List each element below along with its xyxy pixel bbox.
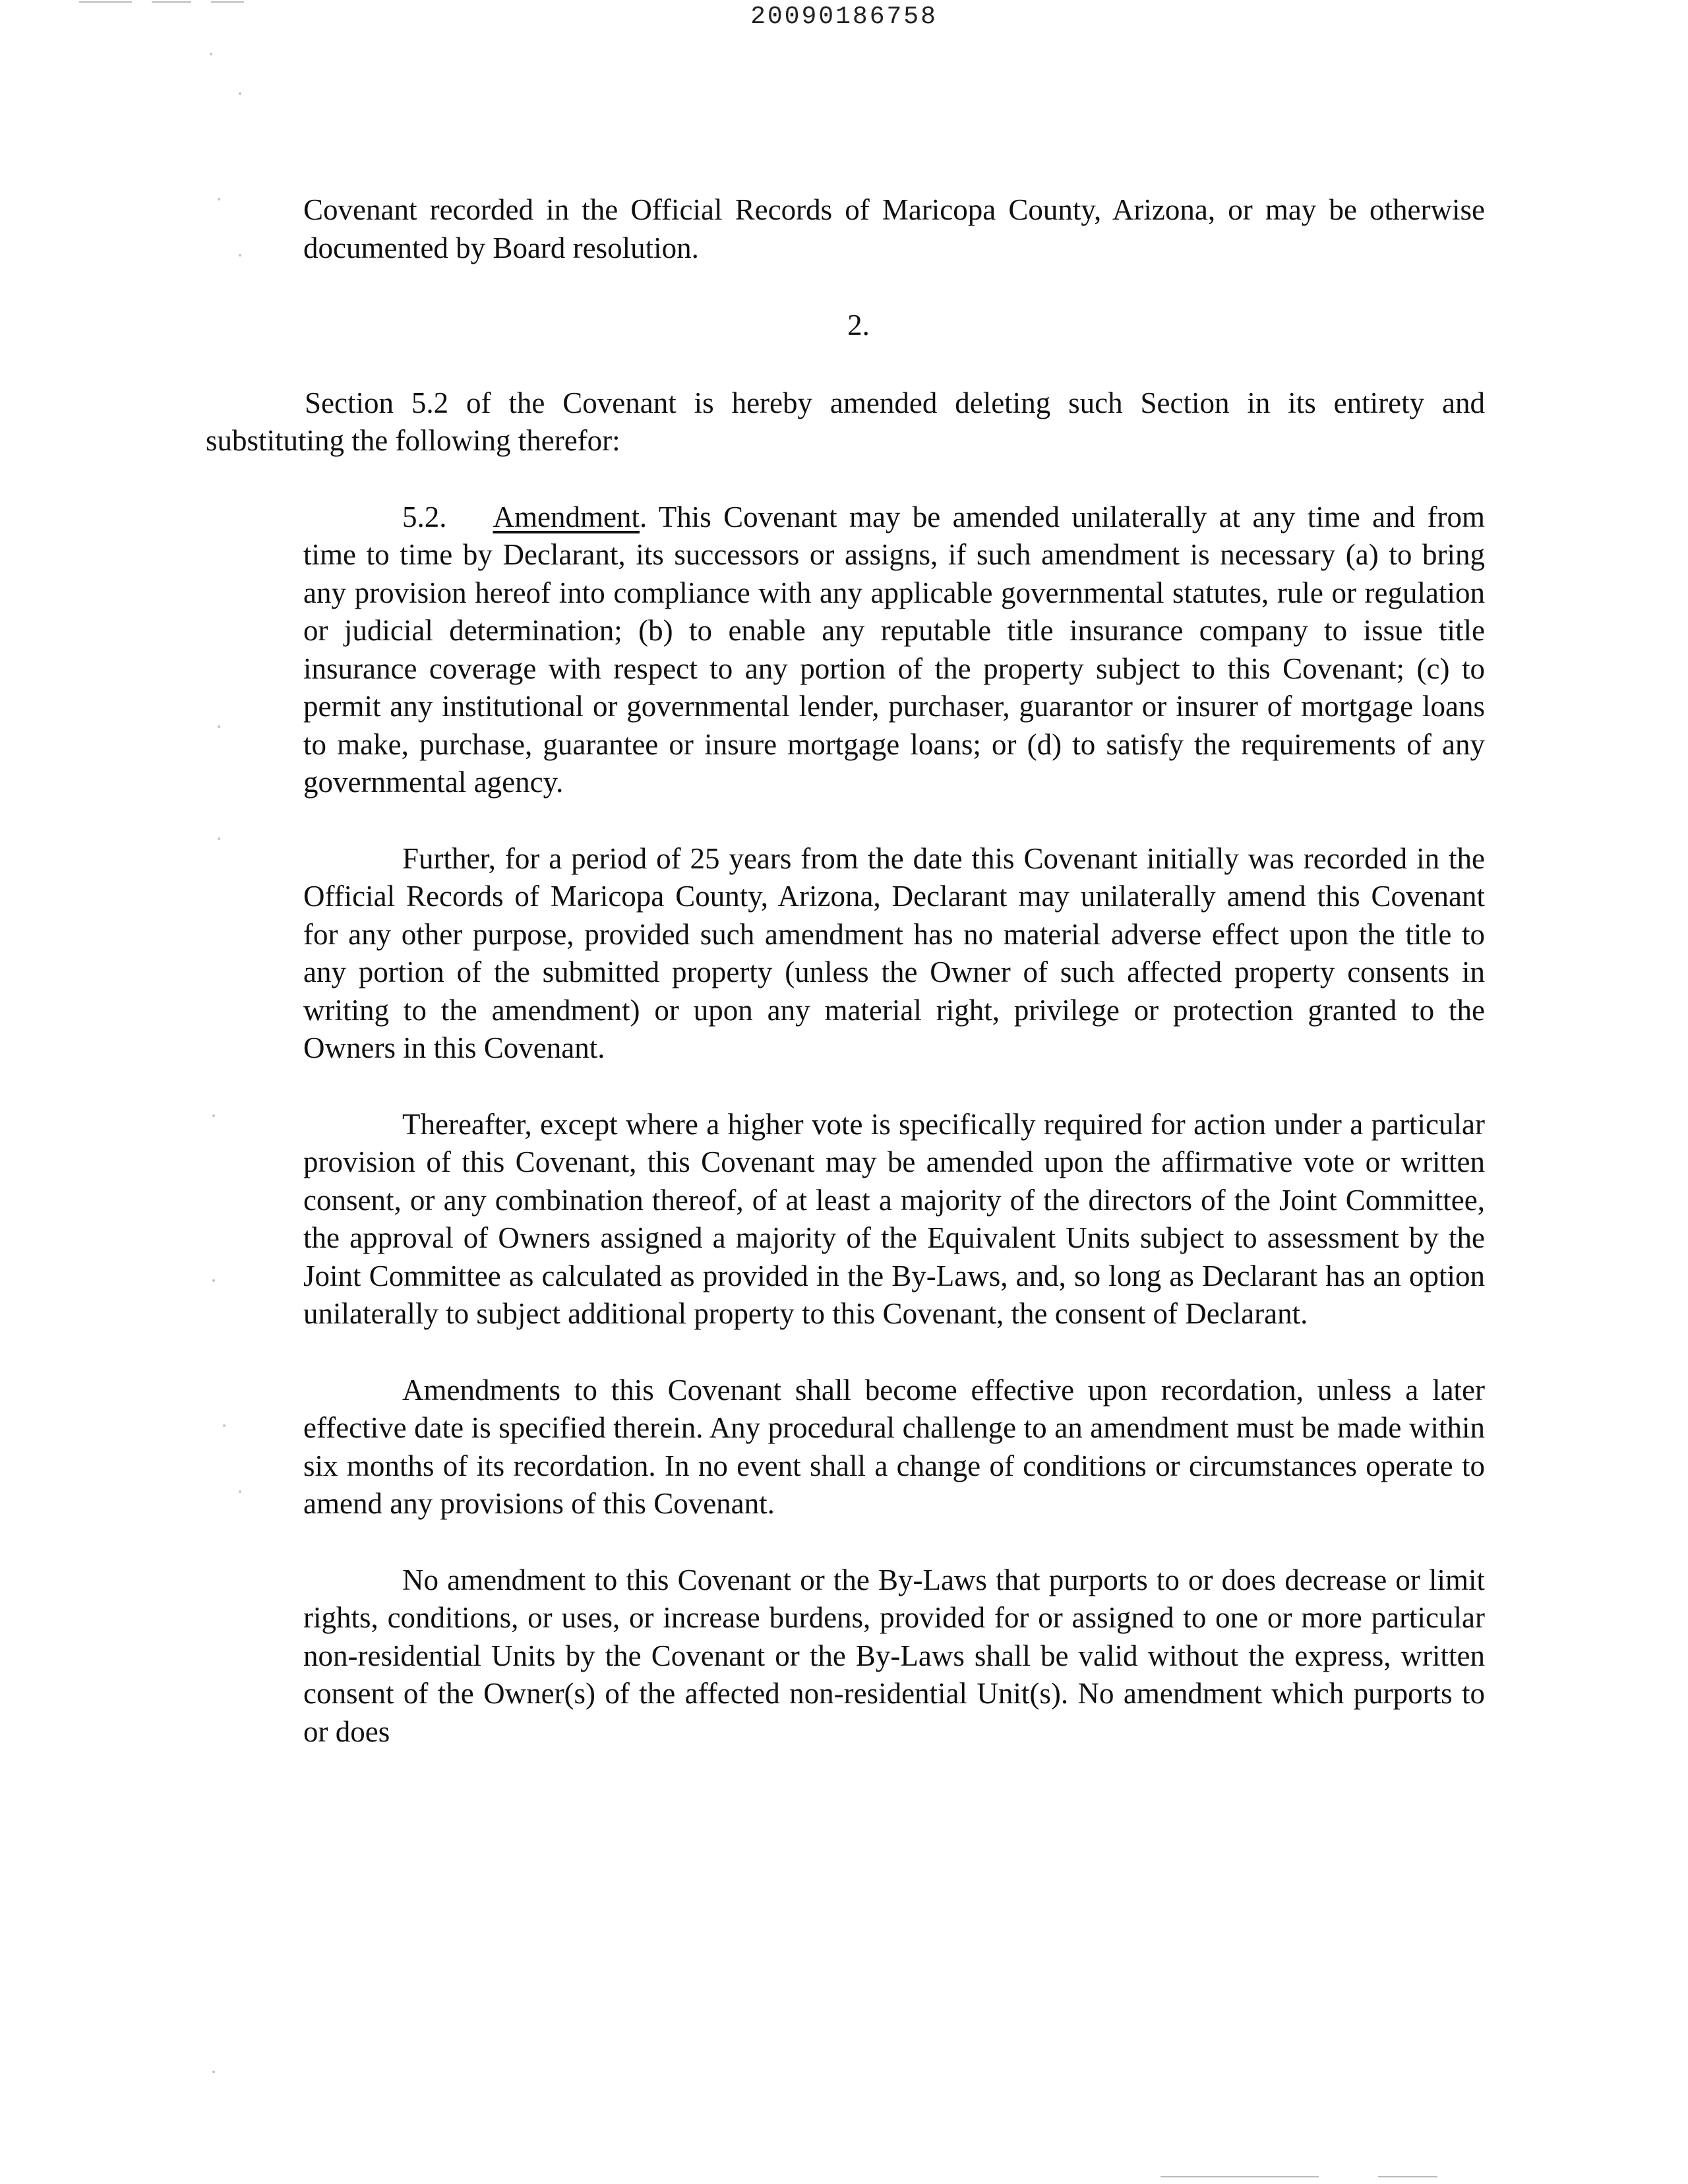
amendment-title: Amendment [493, 500, 640, 533]
section-intro-paragraph: Section 5.2 of the Covenant is hereby amended deleting such Section in its entirety and substituting the following therefor: [206, 386, 1485, 457]
scan-artifact [210, 53, 212, 55]
scan-artifact [1160, 2176, 1319, 2177]
document-page [206, 191, 1485, 1751]
scan-artifact [239, 92, 241, 95]
scan-artifact [212, 2071, 215, 2073]
recording-number: 20090186758 [750, 3, 938, 31]
amendments-effective-paragraph: Amendments to this Covenant shall become effective upon recordation, unless a later effective date is specified therein. Any procedural challenge to an amendment must be made within six months of its recordation. In no event shall a change of conditions or circumstances operate to amend any provisions of this Covenant. [303, 1373, 1485, 1520]
amendment-body: . This Covenant may be amended unilaterally at any time and from time to time by Declarant, its successors or assigns, if such amendment is necessary (a) to bring any provision hereof into compliance with any applicable governmental statutes, rule or regulation or judicial determination; (b) to enable any reputable title insurance company to issue title insurance coverage with respect to any portion of the property subject to this Covenant; (c) to permit any institutional or governmental lender, purchaser, guarantor or insurer of mortgage loans to make, purchase, guarantee or insure mortgage loans; or (d) to satisfy the requirements of any governmental agency. [303, 500, 1485, 799]
scan-artifact [152, 1, 191, 3]
scan-artifact [1378, 2176, 1437, 2177]
continuation-paragraph: Covenant recorded in the Official Records of Maricopa County, Arizona, or may be otherwise documented by Board resolution. [303, 193, 1485, 264]
thereafter-paragraph: Thereafter, except where a higher vote is specifically required for action under a particular provision of this Covenant, this Covenant may be amended upon the affirmative vote or written consent, or any combination thereof, of at least a majority of the directors of the Joint Committee, the approval of Owners assigned a majority of the Equivalent Units subject to assessment by the Joint Committee as calculated as provided in the By-Laws, and, so long as Declarant has an option unilaterally to subject additional property to this Covenant, the consent of Declarant. [303, 1107, 1485, 1330]
amendment-paragraph [206, 499, 1485, 802]
scan-artifact [79, 1, 132, 3]
further-paragraph: Further, for a period of 25 years from the date this Covenant initially was recorded in the Official Records of Maricopa County, Arizona, Declarant may unilaterally amend this Covenant for any other purpose, provided such amendment has no material adverse effect upon the title to any portion of the submitted property (unless the Owner of such affected property consents in writing to the amendment) or upon any material right, privilege or protection granted to the Owners in this Covenant. [303, 841, 1485, 1064]
no-amendment-paragraph: No amendment to this Covenant or the By-Laws that purports to or does decrease or limit rights, conditions, or uses, or increase burdens, provided for or assigned to one or more particular non-residential Units by the Covenant or the By-Laws shall be valid without the express, written consent of the Owner(s) of the affected non-residential Unit(s). No amendment which purports to or does [303, 1563, 1485, 1748]
scan-artifact [211, 1, 244, 3]
amendment-number: 5.2. [402, 500, 447, 533]
section-number: 2. [847, 309, 870, 342]
